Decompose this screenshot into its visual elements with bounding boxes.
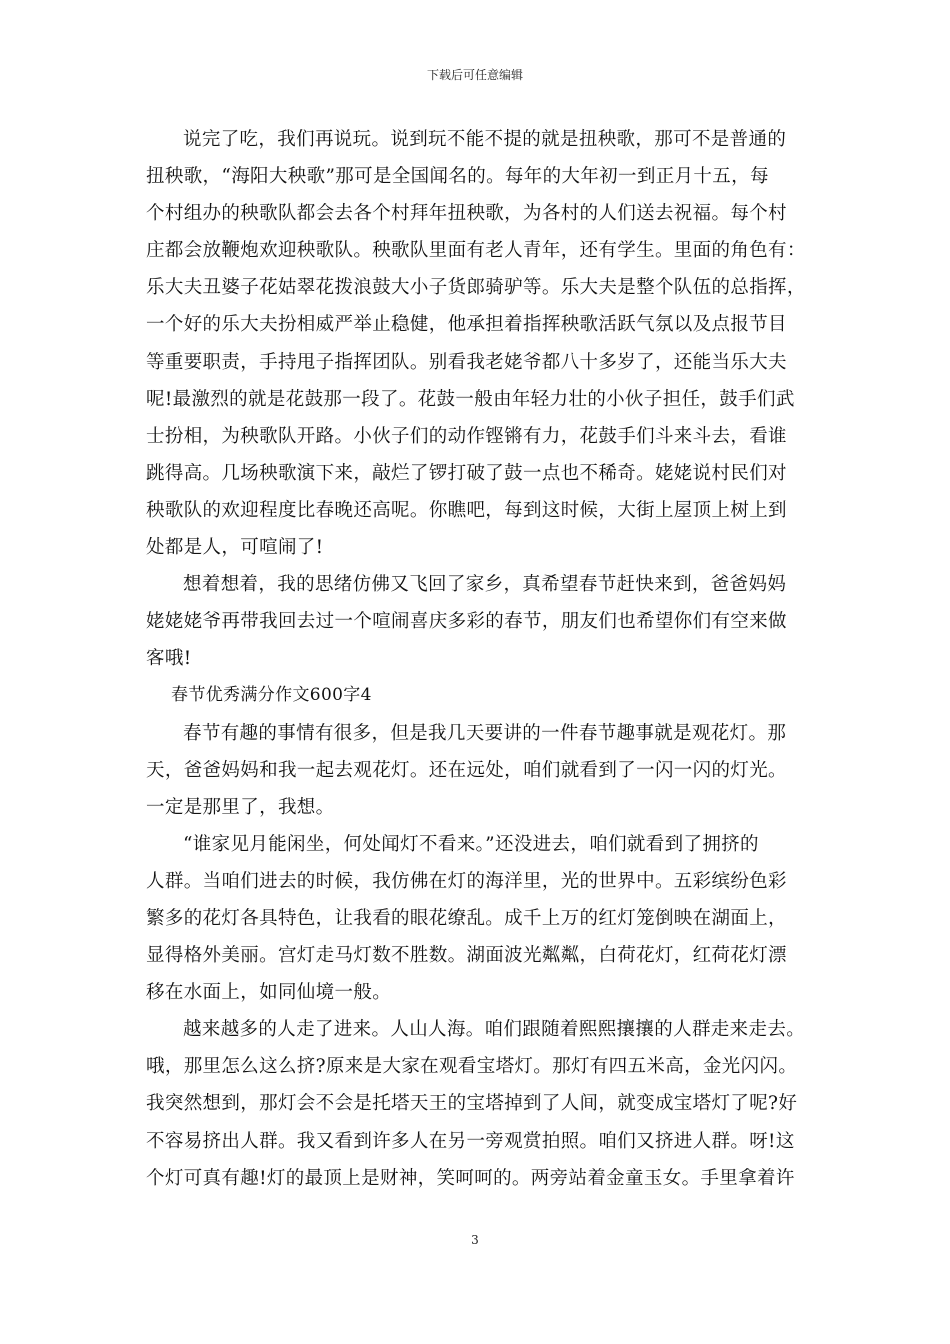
text-line: 扭秧歌，“海阳大秧歌”那可是全国闻名的。每年的大年初一到正月十五，每 [146, 166, 769, 188]
text-line: 繁多的花灯各具特色，让我看的眼花缭乱。成千上万的红灯笼倒映在湖面上， [146, 907, 787, 929]
text-line: 个灯可真有趣!灯的最顶上是财神，笑呵呵的。两旁站着金童玉女。手里拿着许 [146, 1167, 795, 1189]
page-header: 下载后可任意编辑 [426, 68, 523, 82]
text-line: 人群。当咱们进去的时候，我仿佛在灯的海洋里，光的世界中。五彩缤纷色彩 [146, 870, 787, 892]
text-line: 哦，那里怎么这么挤?原来是大家在观看宝塔灯。那灯有四五米高，金光闪闪。 [146, 1056, 798, 1078]
text-line: 想着想着，我的思绪仿佛又飞回了家乡，真希望春节赶快来到，爸爸妈妈 [183, 574, 787, 596]
text-line: 姥姥姥爷再带我回去过一个喧闹喜庆多彩的春节，朋友们也希望你们有空来做 [146, 611, 787, 633]
text-line: 不容易挤出人群。我又看到许多人在另一旁观赏拍照。咱们又挤进人群。呀!这 [146, 1130, 795, 1152]
text-line: 处都是人，可喧闹了! [146, 537, 324, 559]
text-line: 移在水面上，如同仙境一般。 [146, 982, 392, 1004]
text-line: 个村组办的秧歌队都会去各个村拜年扭秧歌，为各村的人们送去祝福。每个村 [146, 203, 787, 225]
text-line: 等重要职责，手持甩子指挥团队。别看我老姥爷都八十多岁了，还能当乐大夫 [146, 351, 787, 373]
text-line: 一定是那里了，我想。 [146, 796, 335, 818]
text-line: 显得格外美丽。宫灯走马灯数不胜数。湖面波光粼粼，白荷花灯，红荷花灯漂 [146, 945, 787, 967]
text-line: 士扮相，为秧歌队开路。小伙子们的动作铿锵有力，花鼓手们斗来斗去，看谁 [146, 425, 787, 447]
text-line: 呢!最激烈的就是花鼓那一段了。花鼓一般由年轻力壮的小伙子担任，鼓手们武 [146, 388, 795, 410]
section-heading: 春节优秀满分作文600字4 [171, 685, 372, 706]
page-number: 3 [471, 1233, 479, 1247]
text-line: 春节有趣的事情有很多，但是我几天要讲的一件春节趣事就是观花灯。那 [183, 722, 787, 744]
text-line: 天，爸爸妈妈和我一起去观花灯。还在远处，咱们就看到了一闪一闪的灯光。 [146, 759, 787, 781]
document-body [146, 121, 816, 1197]
text-line: 越来越多的人走了进来。人山人海。咱们跟随着熙熙攘攘的人群走来走去。 [183, 1019, 806, 1041]
text-line: 一个好的乐大夫扮相威严举止稳健，他承担着指挥秧歌活跃气氛以及点报节目 [146, 314, 787, 336]
text-line: 庄都会放鞭炮欢迎秧歌队。秧歌队里面有老人青年，还有学生。里面的角色有： [146, 240, 806, 262]
text-line: 我突然想到，那灯会不会是托塔天王的宝塔掉到了人间，就变成宝塔灯了呢?好 [146, 1093, 798, 1115]
text-line: 跳得高。几场秧歌演下来，敲烂了锣打破了鼓一点也不稀奇。姥姥说村民们对 [146, 462, 787, 484]
text-line: “谁家见月能闲坐，何处闻灯不看来。”还没进去，咱们就看到了拥挤的 [183, 833, 759, 855]
text-line: 说完了吃，我们再说玩。说到玩不能不提的就是扭秧歌，那可不是普通的 [183, 129, 787, 150]
text-line: 秧歌队的欢迎程度比春晚还高呢。你瞧吧，每到这时候，大街上屋顶上树上到 [146, 499, 787, 521]
text-line: 客哦! [146, 648, 192, 670]
text-line: 乐大夫丑婆子花姑翠花拨浪鼓大小子货郎骑驴等。乐大夫是整个队伍的总指挥， [146, 277, 806, 299]
